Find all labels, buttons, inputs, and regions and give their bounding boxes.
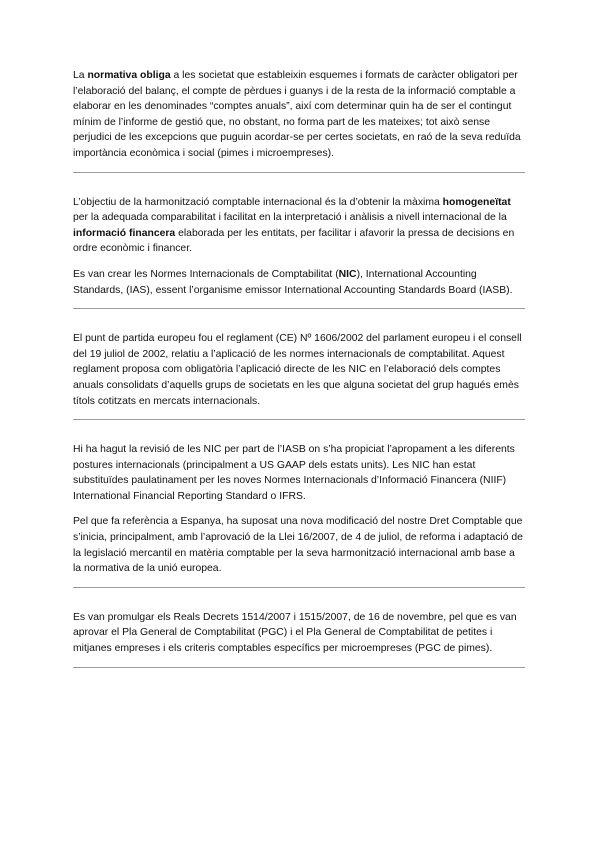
text-run: El punt de partida europeu fou el reglament (CE) Nº 1606/2002 del parlament europeu i el consell del 19 juliol de 2002, relatiu a l’aplicació de les normes internacionals de comptabilitat. Aquest reglament proposa com obligatòria l’aplicació directe de les NIC en l’elaboració dels comptes anuals consolidats d’aquells grups de societats en les que alguna societat del grup hagués emès títols cotitzats en mercats internacionals.	[73, 333, 522, 407]
paragraph	[73, 195, 525, 257]
text-run: Hi ha hagut la revisió de les NIC per part de l’IASB on s’ha propiciat l’apropament a les diferents postures internacionals (principalment a US GAAP dels estats units). Les NIC han estat substituïdes paulatinament per les noves Normes Internacionals d’Informació Financera (NIIF) International Financial Reporting Standard o IFRS.	[73, 444, 515, 502]
paragraph	[73, 68, 525, 162]
bold-term: informació financera	[73, 227, 176, 239]
bold-term: NIC	[338, 268, 357, 280]
text-run: per la adequada comparabilitat i facilitat en la interpretació i anàlisis a nivell internacional de la	[73, 212, 507, 224]
text-run: L’objectiu de la harmonització comptable internacional és la d’obtenir la màxima	[73, 196, 443, 208]
text-run: La	[73, 70, 88, 81]
paragraph	[73, 267, 525, 298]
text-run: elaborada per les entitats, per facilitar i afavorir la pressa de decisions en ordre econòmic i financer.	[73, 227, 515, 255]
paragraph	[73, 610, 525, 657]
section-reals-decrets	[73, 610, 525, 668]
text-run: Pel que fa referència a Espanya, ha suposat una nova modificació del nostre Dret Comptable que s’inicia, principalment, amb l’aprovació de la Llei 16/2007, de 4 de juliol, de reforma i adaptació de la legislació mercantil en matèria comptable per la seva harmonització internacional amb base a la normativa de la unió europea.	[73, 516, 523, 575]
text-run: a les societat que estableixin esquemes i formats de caràcter obligatori per l’elaboració del balanç, el compte de pèrdues i guanys i de la resta de la informació comptable a elaborar en les denominades “comptes anuals”, així com determinar quin ha de ser el contingut mínim de l’informe de gestió que, no obstant, no forma part de les mateixes; tot això sense perjudici de les excepcions que puguin acordar-se per certes societats, en raó de la seva reduïda importància econòmica i social (pimes i microempreses).	[73, 70, 521, 159]
paragraph	[73, 514, 525, 576]
section-harmonitzacio	[73, 195, 525, 310]
section-reglament	[73, 331, 525, 420]
document-page	[73, 68, 525, 668]
text-run: Es van crear les Normes Internacionals de Comptabilitat (	[73, 268, 339, 280]
bold-term: normativa obliga	[87, 70, 171, 81]
paragraph	[73, 442, 525, 504]
bold-term: homogeneïtat	[442, 196, 511, 208]
text-run: Es van promulgar els Reals Decrets 1514/2007 i 1515/2007, de 16 de novembre, pel que es van aprovar el Pla General de Comptabilitat (PGC) i el Pla General de Comptabilitat de petites i mitjanes empreses i els criteris comptables específics per microempreses (PGC de pimes).	[73, 611, 517, 655]
section-normativa	[73, 68, 525, 173]
paragraph	[73, 331, 525, 409]
text-run: ), International Accounting Standards, (IAS), essent l’organisme emissor International Accounting Standards Board (IASB).	[73, 268, 513, 296]
section-revisio-nic	[73, 442, 525, 588]
horizontal-divider	[73, 667, 525, 668]
